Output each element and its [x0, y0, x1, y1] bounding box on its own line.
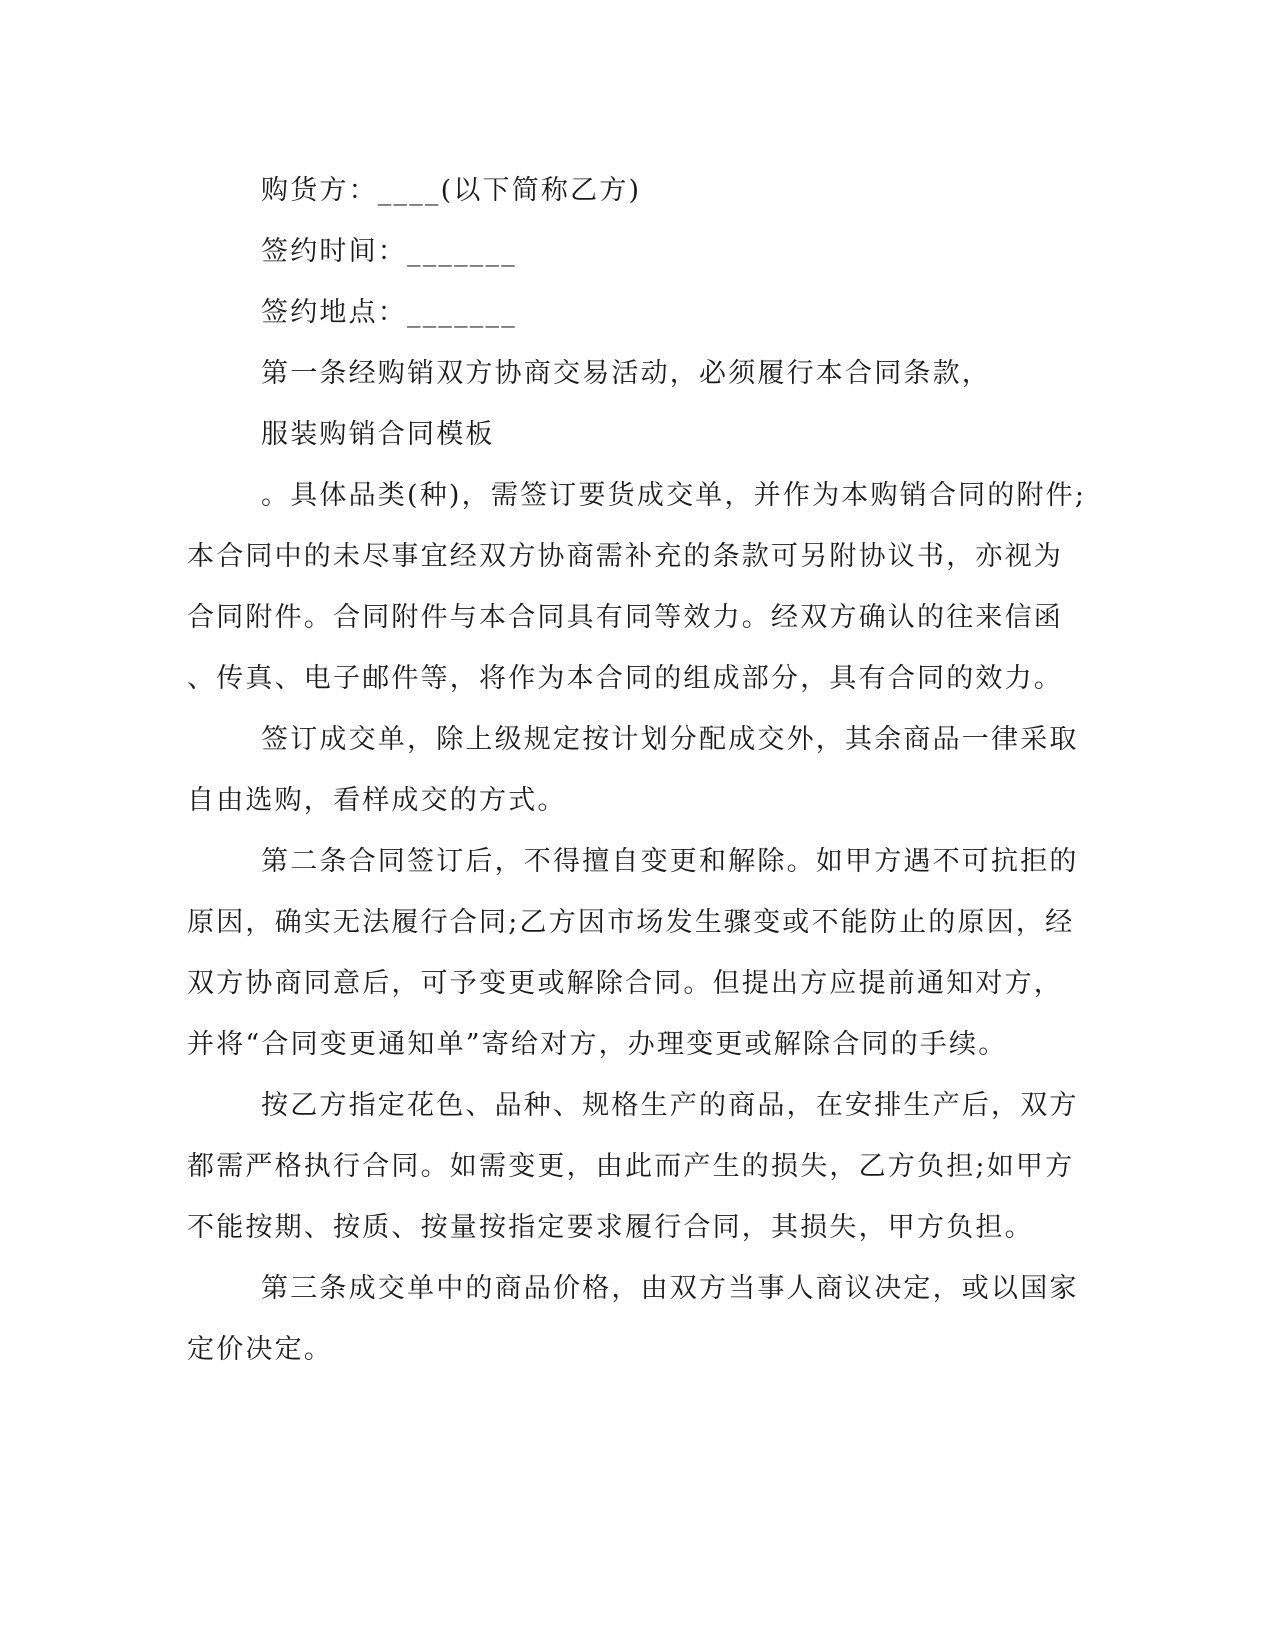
paragraph-line: 第二条合同签订后，不得擅自变更和解除。如甲方遇不可抗拒的 [261, 846, 1079, 877]
paragraph-line: 定价决定。 [187, 1334, 333, 1365]
paragraph-orders [187, 709, 1079, 831]
paragraph-line: 合同附件。合同附件与本合同具有同等效力。经双方确认的往来信函 [187, 602, 1063, 633]
article-one-intro: 第一条经购销双方协商交易活动，必须履行本合同条款， [261, 358, 991, 389]
paragraph-line: 。具体品类(种)，需签订要货成交单，并作为本购销合同的附件; [261, 480, 1087, 511]
document-body [187, 160, 1087, 1380]
paragraph-specified-goods [187, 1075, 1079, 1258]
paragraph-line: 本合同中的未尽事宜经双方协商需补充的条款可另附协议书，亦视为 [187, 541, 1063, 572]
paragraph-line: 自由选购，看样成交的方式。 [187, 785, 567, 816]
paragraph-line: 按乙方指定花色、品种、规格生产的商品，在安排生产后，双方 [261, 1090, 1079, 1121]
paragraph-article-three [187, 1258, 1079, 1380]
paragraph-line: 双方协商同意后，可予变更或解除合同。但提出方应提前通知对方， [187, 968, 1063, 999]
paragraph-line: 第三条成交单中的商品价格，由双方当事人商议决定，或以国家 [261, 1273, 1079, 1304]
paragraph-line: 都需严格执行合同。如需变更，由此而产生的损失，乙方负担;如甲方 [187, 1151, 1075, 1182]
document-title: 服装购销合同模板 [261, 419, 495, 450]
paragraph-line: 签订成交单，除上级规定按计划分配成交外，其余商品一律采取 [261, 724, 1079, 755]
signing-place-line: 签约地点：_______ [261, 297, 517, 328]
buyer-line: 购货方：____(以下简称乙方) [261, 175, 642, 206]
paragraph-line: 并将“合同变更通知单”寄给对方，办理变更或解除合同的手续。 [187, 1029, 1008, 1060]
paragraph-line: 原因，确实无法履行合同;乙方因市场发生骤变或不能防止的原因，经 [187, 907, 1075, 938]
paragraph-attachments [187, 465, 1087, 709]
paragraph-article-two [187, 831, 1079, 1075]
paragraph-line: 不能按期、按质、按量按指定要求履行合同，其损失，甲方负担。 [187, 1212, 1034, 1243]
paragraph-line: 、传真、电子邮件等，将作为本合同的组成部分，具有合同的效力。 [187, 663, 1063, 694]
signing-time-line: 签约时间：_______ [261, 236, 517, 267]
